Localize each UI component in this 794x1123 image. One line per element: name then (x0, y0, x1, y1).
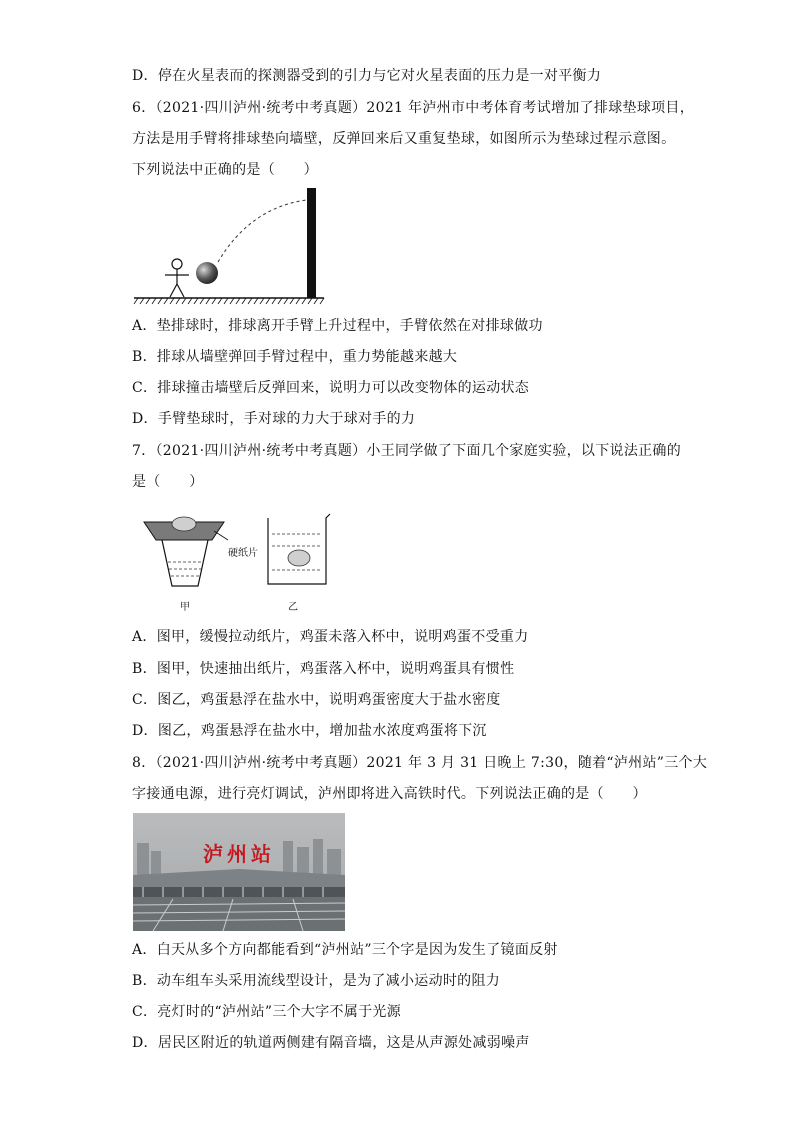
q7-stem-line1: 7．（2021·四川泸州·统考中考真题）小王同学做了下面几个家庭实验，以下说法正确的 (132, 443, 682, 459)
card-label: 硬纸片 (228, 548, 258, 559)
q8-option-c: C．亮灯时的“泸州站”三个大字不属于光源 (132, 1004, 402, 1020)
q6-option-a: A．垫排球时，排球离开手臂上升过程中，手臂依然在对排球做功 (132, 318, 543, 334)
volleyball (196, 262, 218, 284)
figure-label-jia: 甲 (180, 602, 190, 613)
q8-stem-line1: 8．（2021·四川泸州·统考中考真题）2021 年 3 月 31 日晚上 7:30，随着“泸州站”三个大 (132, 755, 708, 771)
q8-option-d: D．居民区附近的轨道两侧建有隔音墙，这是从声源处减弱噪声 (132, 1035, 530, 1051)
egg-on-card (172, 517, 196, 531)
cup-jia (162, 540, 208, 586)
beaker-yi (268, 514, 330, 584)
q7-option-a: A．图甲，缓慢拉动纸片，鸡蛋未落入杯中，说明鸡蛋不受重力 (132, 629, 529, 645)
luzhou-station-photo (133, 813, 345, 931)
ball-trajectory (218, 200, 306, 262)
q8-option-b: B．动车组车头采用流线型设计，是为了减小运动时的阻力 (132, 973, 501, 989)
q7-option-c: C．图乙，鸡蛋悬浮在盐水中，说明鸡蛋密度大于盐水密度 (132, 692, 501, 708)
q7-stem-line2: 是（ ） (132, 474, 204, 490)
q7-option-d: D．图乙，鸡蛋悬浮在盐水中，增加盐水浓度鸡蛋将下沉 (132, 723, 487, 739)
station-facade (133, 887, 345, 897)
egg-experiment-figure (136, 506, 346, 616)
ground-hatching (134, 298, 324, 304)
q6-option-d: D．手臂垫球时，手对球的力大于球对手的力 (132, 411, 416, 427)
stick-figure (165, 259, 189, 297)
wall (307, 188, 316, 298)
q8-stem-line2: 字接通电源，进行亮灯调试，泸州即将进入高铁时代。下列说法正确的是（ ） (132, 786, 647, 802)
q6-stem-line1: 6．（2021·四川泸州·统考中考真题）2021 年泸州市中考体育考试增加了排球垫球项目， (132, 100, 695, 116)
q8-option-a: A．白天从多个方向都能看到“泸州站”三个字是因为发生了镜面反射 (132, 942, 558, 958)
card-pointer (214, 531, 228, 540)
q6-option-c: C．排球撞击墙壁后反弹回来，说明力可以改变物体的运动状态 (132, 380, 530, 396)
figure-label-yi: 乙 (288, 602, 298, 613)
station-sign: 泸州站 (203, 842, 275, 866)
q6-stem-line2: 方法是用手臂将排球垫向墙壁，反弹回来后又重复垫球，如图所示为垫球过程示意图。 (132, 131, 676, 147)
platform-area (133, 897, 345, 931)
q5-option-d: D．停在火星表而的探测器受到的引力与它对火星表面的压力是一对平衡力 (132, 68, 602, 84)
q6-option-b: B．排球从墙壁弹回手臂过程中，重力势能越来越大 (132, 349, 458, 365)
egg-suspended (288, 550, 310, 566)
q6-stem-line3: 下列说法中正确的是（ ） (132, 162, 318, 178)
volleyball-figure (130, 184, 330, 308)
q7-option-b: B．图甲，快速抽出纸片，鸡蛋落入杯中，说明鸡蛋具有惯性 (132, 661, 515, 677)
water-jia (168, 562, 202, 576)
